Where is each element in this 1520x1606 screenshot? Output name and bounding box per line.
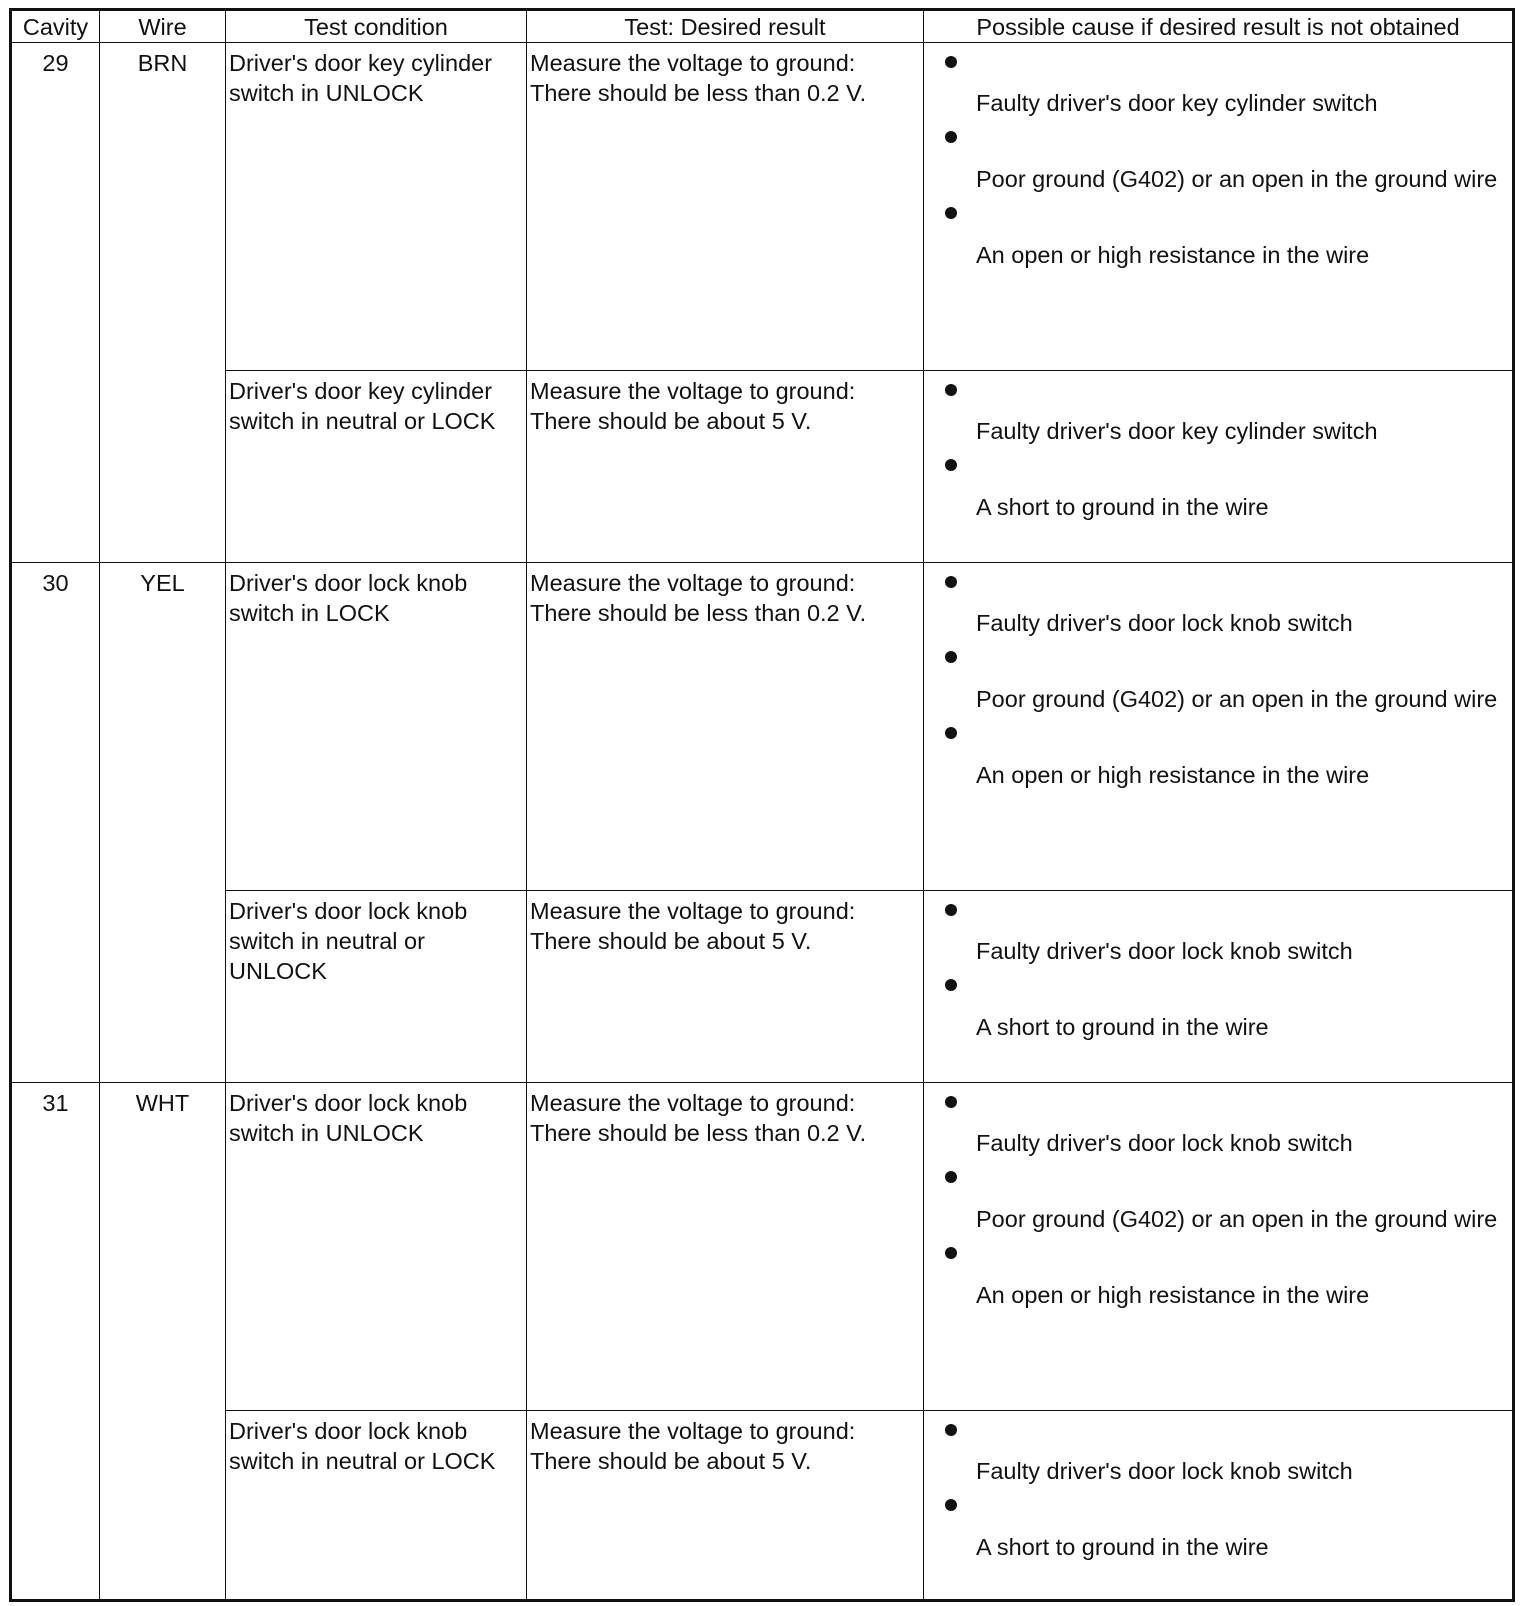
bullet-icon [945, 904, 957, 916]
cause-item [924, 891, 1512, 966]
cause-text: Faulty driver's door key cylinder switch [976, 90, 1378, 116]
cause-item [924, 43, 1512, 118]
possible-cause-cell [924, 1083, 1514, 1411]
test-condition-cell: Driver's door lock knob switch in LOCK [226, 563, 527, 891]
bullet-icon [945, 1424, 957, 1436]
cause-text: Poor ground (G402) or an open in the ground wire [976, 1206, 1498, 1232]
bullet-icon [945, 1171, 957, 1183]
cause-text: A short to ground in the wire [976, 1534, 1269, 1560]
wire-cell: YEL [100, 563, 226, 1083]
cause-item [924, 1083, 1512, 1158]
bullet-icon [945, 727, 957, 739]
possible-cause-cell [924, 1411, 1514, 1601]
cause-item [924, 1411, 1512, 1486]
cause-text: Faulty driver's door key cylinder switch [976, 418, 1378, 444]
cavity-cell: 29 [11, 43, 100, 563]
header-cavity: Cavity [11, 10, 100, 43]
bullet-icon [945, 979, 957, 991]
header-wire: Wire [100, 10, 226, 43]
desired-result-cell: Measure the voltage to ground: There should be about 5 V. [527, 891, 924, 1083]
cause-text: A short to ground in the wire [976, 1014, 1269, 1040]
cause-text: An open or high resistance in the wire [976, 242, 1370, 268]
cause-text: An open or high resistance in the wire [976, 1282, 1370, 1308]
wire-cell: WHT [100, 1083, 226, 1601]
test-condition-cell: Driver's door key cylinder switch in UNLOCK [226, 43, 527, 371]
desired-result-cell: Measure the voltage to ground: There should be less than 0.2 V. [527, 43, 924, 371]
cause-text: An open or high resistance in the wire [976, 762, 1370, 788]
table-row [11, 371, 1514, 563]
bullet-icon [945, 576, 957, 588]
cause-item [924, 1486, 1512, 1562]
bullet-icon [945, 207, 957, 219]
cause-item [924, 194, 1512, 270]
bullet-icon [945, 384, 957, 396]
cause-item [924, 371, 1512, 446]
diagnostic-table [9, 8, 1515, 1602]
table-row [11, 1083, 1514, 1411]
cause-item [924, 118, 1512, 194]
test-condition-cell: Driver's door lock knob switch in neutral or LOCK [226, 1411, 527, 1601]
header-possible-cause: Possible cause if desired result is not obtained [924, 10, 1514, 43]
cause-text: Poor ground (G402) or an open in the ground wire [976, 686, 1498, 712]
test-condition-cell: Driver's door lock knob switch in neutral or UNLOCK [226, 891, 527, 1083]
bullet-icon [945, 1096, 957, 1108]
possible-cause-cell [924, 371, 1514, 563]
cause-item [924, 714, 1512, 790]
test-condition-cell: Driver's door key cylinder switch in neutral or LOCK [226, 371, 527, 563]
header-row [11, 10, 1514, 43]
cause-text: A short to ground in the wire [976, 494, 1269, 520]
cause-text: Faulty driver's door lock knob switch [976, 610, 1353, 636]
cause-text: Poor ground (G402) or an open in the ground wire [976, 166, 1498, 192]
header-desired-result: Test: Desired result [527, 10, 924, 43]
cause-item [924, 1234, 1512, 1310]
possible-cause-cell [924, 891, 1514, 1083]
table-row [11, 1411, 1514, 1601]
cavity-cell: 31 [11, 1083, 100, 1601]
wire-cell: BRN [100, 43, 226, 563]
cause-text: Faulty driver's door lock knob switch [976, 1458, 1353, 1484]
possible-cause-cell [924, 563, 1514, 891]
cause-text: Faulty driver's door lock knob switch [976, 938, 1353, 964]
desired-result-cell: Measure the voltage to ground: There should be about 5 V. [527, 1411, 924, 1601]
cause-item [924, 446, 1512, 522]
bullet-icon [945, 459, 957, 471]
cause-item [924, 1158, 1512, 1234]
table-row [11, 563, 1514, 891]
test-condition-cell: Driver's door lock knob switch in UNLOCK [226, 1083, 527, 1411]
desired-result-cell: Measure the voltage to ground: There should be less than 0.2 V. [527, 563, 924, 891]
cause-item [924, 563, 1512, 638]
bullet-icon [945, 56, 957, 68]
cause-item [924, 638, 1512, 714]
bullet-icon [945, 1247, 957, 1259]
bullet-icon [945, 651, 957, 663]
cause-text: Faulty driver's door lock knob switch [976, 1130, 1353, 1156]
header-test-condition: Test condition [226, 10, 527, 43]
desired-result-cell: Measure the voltage to ground: There should be less than 0.2 V. [527, 1083, 924, 1411]
bullet-icon [945, 131, 957, 143]
possible-cause-cell [924, 43, 1514, 371]
cause-item [924, 966, 1512, 1042]
table-row [11, 43, 1514, 371]
desired-result-cell: Measure the voltage to ground: There should be about 5 V. [527, 371, 924, 563]
bullet-icon [945, 1499, 957, 1511]
cavity-cell: 30 [11, 563, 100, 1083]
table-row [11, 891, 1514, 1083]
